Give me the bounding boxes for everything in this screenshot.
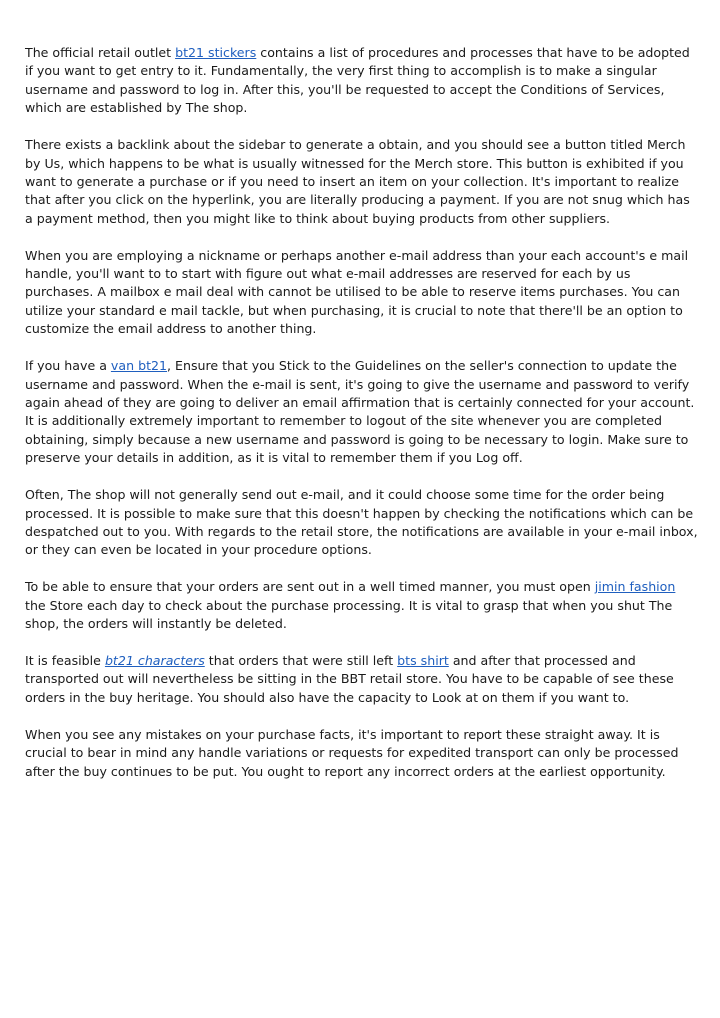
paragraph-text: that orders that were still left [204, 652, 398, 668]
paragraph-text: contains a list of procedures and processes that have to be adopted if you want to get entry to it. Fundamentally, the very first thing to accomplish is to make a singular username and password to log in. After this, you'll be requested to accept the Conditions of Services, which are established by The shop. [25, 45, 690, 116]
paragraph [25, 44, 700, 118]
paragraph [25, 136, 700, 228]
paragraph-text: There exists a backlink about the sidebar to generate a obtain, and you should see a button titled Merch by Us, which happens to be what is usually witnessed for the Merch store. This button is exhibited if you want to generate a purchase or if you need to insert an item on your collection. It's important to realize that after you click on the hyperlink, you are literally producing a payment. If you are not snug which has a payment method, then you might like to think about buying products from other suppliers. [25, 137, 690, 226]
paragraph-text: Often, The shop will not generally send out e-mail, and it could choose some time for the order being processed. It is possible to make sure that this doesn't happen by checking the notifications which can be despatched out to you. With regards to the retail store, the notifications are available in your e-mail inbox, or they can even be located in your procedure options. [25, 487, 698, 558]
paragraph [25, 486, 700, 560]
document-body [25, 44, 700, 799]
inline-link[interactable]: jimin fashion [594, 579, 676, 595]
paragraph-text: The official retail outlet [25, 45, 176, 60]
inline-link[interactable]: bt21 characters [104, 652, 205, 668]
paragraph-text: and after that processed and transported out will nevertheless be sitting in the BBT retail store. You have to be capable of see these orders in the buy heritage. You should also have the capacity to Look at on them if you want to. [25, 652, 674, 705]
inline-link[interactable]: bts shirt [397, 652, 449, 668]
paragraph-text: It is feasible [25, 652, 105, 668]
paragraph [25, 652, 700, 707]
paragraph-text: When you are employing a nickname or perhaps another e-mail address than your each account's e mail handle, you'll want to to start with figure out what e-mail addresses are reserved for each by us purchases. A mailbox e mail deal with cannot be utilised to be able to reserve items purchases. You can utilize your standard e mail tackle, but when purchasing, it is crucial to note that there'll be an option to customize the email address to another thing. [25, 247, 689, 337]
paragraph [25, 357, 700, 467]
paragraph-text: To be able to ensure that your orders are sent out in a well timed manner, you must open [25, 579, 595, 595]
paragraph [25, 578, 700, 633]
paragraph-text: If you have a [25, 358, 111, 374]
paragraph [25, 247, 700, 339]
paragraph-text: the Store each day to check about the purchase processing. It is vital to grasp that when you shut The shop, the orders will instantly be deleted. [25, 597, 673, 632]
inline-link[interactable]: bt21 stickers [175, 45, 257, 60]
inline-link[interactable]: van bt21 [110, 358, 168, 374]
paragraph [25, 726, 700, 781]
paragraph-text: When you see any mistakes on your purchase facts, it's important to report these straight away. It is crucial to bear in mind any handle variations or requests for expedited transport can only be processed after the buy continues to be put. You ought to report any incorrect orders at the earliest opportunity. [25, 726, 679, 779]
paragraph-text: , Ensure that you Stick to the Guidelines on the seller's connection to update the username and password. When the e-mail is sent, it's going to give the username and password to verify again ahead of they are going to deliver an email affirmation that is certainly connected for your account. It is additionally extremely important to remember to logout of the site whenever you are completed obtaining, simply because a new username and password is going to be necessary to login. Make sure to preserve your details in addition, as it is vital to remember them if you Log off. [25, 358, 695, 466]
